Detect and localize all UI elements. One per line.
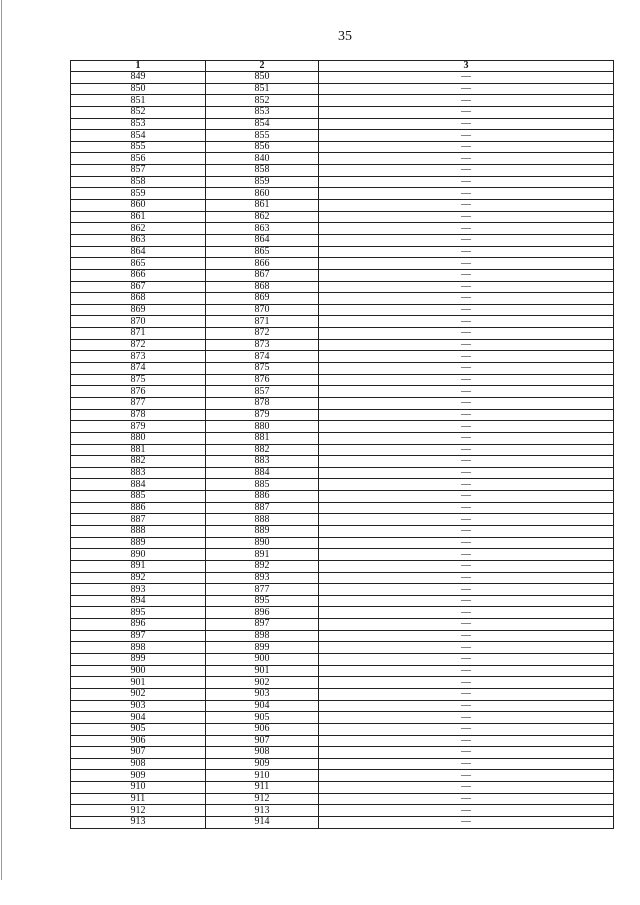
- table-row: [71, 688, 614, 700]
- table-row: [71, 421, 614, 433]
- table-cell-col-2: 913: [206, 805, 319, 817]
- table-cell-col-2: 908: [206, 747, 319, 759]
- table-row: [71, 456, 614, 468]
- table-cell-col-3: —: [319, 525, 614, 537]
- table-row: [71, 72, 614, 84]
- table-cell-col-3: —: [319, 409, 614, 421]
- table-cell-col-2: 895: [206, 595, 319, 607]
- table-cell-col-1: 868: [71, 293, 206, 305]
- table-cell-col-3: —: [319, 421, 614, 433]
- table-cell-col-3: —: [319, 339, 614, 351]
- table-cell-col-1: 912: [71, 805, 206, 817]
- table-row: [71, 607, 614, 619]
- table-cell-col-2: 914: [206, 817, 319, 829]
- table-cell-col-3: —: [319, 467, 614, 479]
- table-cell-col-3: —: [319, 281, 614, 293]
- table-cell-col-3: —: [319, 95, 614, 107]
- table-cell-col-3: —: [319, 246, 614, 258]
- table-row: [71, 630, 614, 642]
- table-cell-col-1: 903: [71, 700, 206, 712]
- table-cell-col-1: 887: [71, 514, 206, 526]
- table-row: [71, 479, 614, 491]
- table-cell-col-1: 876: [71, 386, 206, 398]
- table-cell-col-2: 877: [206, 584, 319, 596]
- table-cell-col-3: —: [319, 654, 614, 666]
- table-cell-col-3: —: [319, 130, 614, 142]
- table-cell-col-3: —: [319, 747, 614, 759]
- table-row: [71, 770, 614, 782]
- table-cell-col-2: 889: [206, 525, 319, 537]
- table-cell-col-1: 907: [71, 747, 206, 759]
- table-cell-col-1: 875: [71, 374, 206, 386]
- table-cell-col-3: —: [319, 153, 614, 165]
- table-cell-col-3: —: [319, 817, 614, 829]
- table-cell-col-3: —: [319, 688, 614, 700]
- table-row: [71, 537, 614, 549]
- table-cell-col-2: 860: [206, 188, 319, 200]
- table-row: [71, 584, 614, 596]
- table-cell-col-3: —: [319, 363, 614, 375]
- table-row: [71, 246, 614, 258]
- table-cell-col-1: 849: [71, 72, 206, 84]
- table-cell-col-1: 873: [71, 351, 206, 363]
- data-table: [70, 60, 614, 829]
- table-cell-col-3: —: [319, 293, 614, 305]
- table-cell-col-1: 889: [71, 537, 206, 549]
- table-row: [71, 293, 614, 305]
- header-row: [71, 61, 614, 72]
- table-cell-col-3: —: [319, 141, 614, 153]
- table-cell-col-2: 854: [206, 118, 319, 130]
- table-cell-col-1: 905: [71, 723, 206, 735]
- table-cell-col-1: 870: [71, 316, 206, 328]
- table-cell-col-1: 882: [71, 456, 206, 468]
- table-cell-col-2: 840: [206, 153, 319, 165]
- table-cell-col-3: —: [319, 770, 614, 782]
- table-row: [71, 223, 614, 235]
- table-cell-col-3: —: [319, 723, 614, 735]
- table-cell-col-2: 874: [206, 351, 319, 363]
- table-row: [71, 642, 614, 654]
- table-cell-col-3: —: [319, 200, 614, 212]
- table-cell-col-3: —: [319, 572, 614, 584]
- table-row: [71, 316, 614, 328]
- table-cell-col-3: —: [319, 176, 614, 188]
- table-cell-col-2: 869: [206, 293, 319, 305]
- table-cell-col-1: 859: [71, 188, 206, 200]
- table-row: [71, 491, 614, 503]
- table-row: [71, 386, 614, 398]
- table-row: [71, 328, 614, 340]
- table-cell-col-2: 904: [206, 700, 319, 712]
- table-cell-col-1: 883: [71, 467, 206, 479]
- table-cell-col-2: 880: [206, 421, 319, 433]
- table-cell-col-2: 898: [206, 630, 319, 642]
- table-row: [71, 397, 614, 409]
- table-row: [71, 700, 614, 712]
- table-cell-col-3: —: [319, 118, 614, 130]
- table-cell-col-3: —: [319, 502, 614, 514]
- table-cell-col-3: —: [319, 595, 614, 607]
- table-cell-col-1: 886: [71, 502, 206, 514]
- table-cell-col-2: 857: [206, 386, 319, 398]
- header-col-2: 2: [206, 61, 319, 72]
- table-row: [71, 595, 614, 607]
- table-cell-col-2: 888: [206, 514, 319, 526]
- table-row: [71, 83, 614, 95]
- table-cell-col-2: 890: [206, 537, 319, 549]
- table-cell-col-3: —: [319, 386, 614, 398]
- scan-edge-line: [1, 0, 2, 880]
- table-cell-col-1: 865: [71, 258, 206, 270]
- table-cell-col-2: 912: [206, 793, 319, 805]
- table-cell-col-1: 891: [71, 560, 206, 572]
- table-cell-col-2: 871: [206, 316, 319, 328]
- table-cell-col-2: 868: [206, 281, 319, 293]
- table-row: [71, 200, 614, 212]
- table-cell-col-1: 862: [71, 223, 206, 235]
- table-row: [71, 654, 614, 666]
- table-cell-col-2: 858: [206, 165, 319, 177]
- table-cell-col-1: 910: [71, 782, 206, 794]
- table-cell-col-1: 909: [71, 770, 206, 782]
- table-cell-col-2: 905: [206, 712, 319, 724]
- table-row: [71, 211, 614, 223]
- table-cell-col-2: 856: [206, 141, 319, 153]
- table-cell-col-3: —: [319, 456, 614, 468]
- table-cell-col-2: 852: [206, 95, 319, 107]
- table-cell-col-3: —: [319, 514, 614, 526]
- table-cell-col-2: 867: [206, 269, 319, 281]
- table-cell-col-1: 879: [71, 421, 206, 433]
- table-cell-col-1: 872: [71, 339, 206, 351]
- table-cell-col-2: 863: [206, 223, 319, 235]
- table-cell-col-2: 853: [206, 106, 319, 118]
- table-row: [71, 817, 614, 829]
- table-cell-col-1: 896: [71, 619, 206, 631]
- table-cell-col-2: 903: [206, 688, 319, 700]
- table-row: [71, 409, 614, 421]
- table-row: [71, 525, 614, 537]
- table-cell-col-3: —: [319, 188, 614, 200]
- table-cell-col-2: 887: [206, 502, 319, 514]
- table-cell-col-3: —: [319, 665, 614, 677]
- table-row: [71, 723, 614, 735]
- table-cell-col-3: —: [319, 211, 614, 223]
- table-row: [71, 432, 614, 444]
- table-cell-col-1: 850: [71, 83, 206, 95]
- header-col-3: 3: [319, 61, 614, 72]
- table-row: [71, 153, 614, 165]
- table-cell-col-3: —: [319, 712, 614, 724]
- table-cell-col-2: 862: [206, 211, 319, 223]
- table-cell-col-3: —: [319, 491, 614, 503]
- table-cell-col-2: 885: [206, 479, 319, 491]
- table-row: [71, 782, 614, 794]
- table-cell-col-3: —: [319, 234, 614, 246]
- table-cell-col-3: —: [319, 782, 614, 794]
- table-cell-col-1: 869: [71, 304, 206, 316]
- table-cell-col-3: —: [319, 607, 614, 619]
- table-cell-col-1: 902: [71, 688, 206, 700]
- table-cell-col-2: 886: [206, 491, 319, 503]
- table-row: [71, 747, 614, 759]
- table-cell-col-1: 885: [71, 491, 206, 503]
- table-cell-col-2: 906: [206, 723, 319, 735]
- table-cell-col-1: 878: [71, 409, 206, 421]
- table-cell-col-3: —: [319, 432, 614, 444]
- table-row: [71, 176, 614, 188]
- table-cell-col-3: —: [319, 793, 614, 805]
- table-row: [71, 735, 614, 747]
- table-row: [71, 95, 614, 107]
- table-row: [71, 130, 614, 142]
- table-cell-col-3: —: [319, 619, 614, 631]
- table-row: [71, 444, 614, 456]
- table-row: [71, 269, 614, 281]
- table-row: [71, 363, 614, 375]
- table-cell-col-3: —: [319, 479, 614, 491]
- table-cell-col-3: —: [319, 642, 614, 654]
- table-cell-col-2: 878: [206, 397, 319, 409]
- table-cell-col-1: 895: [71, 607, 206, 619]
- table-row: [71, 118, 614, 130]
- table-row: [71, 351, 614, 363]
- table-header: [71, 61, 614, 72]
- table-row: [71, 234, 614, 246]
- table-cell-col-1: 854: [71, 130, 206, 142]
- table-cell-col-1: 894: [71, 595, 206, 607]
- table-cell-col-2: 855: [206, 130, 319, 142]
- table-cell-col-3: —: [319, 700, 614, 712]
- table-cell-col-2: 864: [206, 234, 319, 246]
- table-cell-col-2: 873: [206, 339, 319, 351]
- table-cell-col-3: —: [319, 374, 614, 386]
- table-row: [71, 467, 614, 479]
- table-cell-col-3: —: [319, 269, 614, 281]
- table-cell-col-1: 898: [71, 642, 206, 654]
- table-cell-col-3: —: [319, 165, 614, 177]
- table-cell-col-3: —: [319, 316, 614, 328]
- table-cell-col-3: —: [319, 758, 614, 770]
- table-cell-col-3: —: [319, 584, 614, 596]
- table-row: [71, 712, 614, 724]
- table-cell-col-3: —: [319, 677, 614, 689]
- table-cell-col-2: 896: [206, 607, 319, 619]
- table-row: [71, 339, 614, 351]
- table-cell-col-2: 850: [206, 72, 319, 84]
- table-row: [71, 502, 614, 514]
- table-row: [71, 514, 614, 526]
- table-cell-col-2: 899: [206, 642, 319, 654]
- table-row: [71, 793, 614, 805]
- table-cell-col-1: 855: [71, 141, 206, 153]
- table-cell-col-2: 910: [206, 770, 319, 782]
- table-row: [71, 619, 614, 631]
- table-cell-col-1: 890: [71, 549, 206, 561]
- table-cell-col-2: 882: [206, 444, 319, 456]
- table-cell-col-3: —: [319, 444, 614, 456]
- table-cell-col-1: 897: [71, 630, 206, 642]
- table-cell-col-3: —: [319, 258, 614, 270]
- table-cell-col-2: 865: [206, 246, 319, 258]
- table-cell-col-1: 861: [71, 211, 206, 223]
- table-cell-col-2: 870: [206, 304, 319, 316]
- table-cell-col-3: —: [319, 537, 614, 549]
- table-cell-col-2: 909: [206, 758, 319, 770]
- table-cell-col-1: 899: [71, 654, 206, 666]
- page-number: 35: [338, 29, 352, 44]
- table-cell-col-3: —: [319, 328, 614, 340]
- table-cell-col-1: 877: [71, 397, 206, 409]
- table-row: [71, 258, 614, 270]
- table-cell-col-1: 901: [71, 677, 206, 689]
- table-cell-col-1: 904: [71, 712, 206, 724]
- table-cell-col-1: 913: [71, 817, 206, 829]
- table-cell-col-1: 864: [71, 246, 206, 258]
- table-cell-col-3: —: [319, 560, 614, 572]
- table-cell-col-2: 893: [206, 572, 319, 584]
- table-cell-col-1: 911: [71, 793, 206, 805]
- table-cell-col-2: 891: [206, 549, 319, 561]
- table-cell-col-2: 881: [206, 432, 319, 444]
- table-row: [71, 165, 614, 177]
- table-row: [71, 805, 614, 817]
- table-cell-col-1: 871: [71, 328, 206, 340]
- header-col-1: 1: [71, 61, 206, 72]
- table-row: [71, 304, 614, 316]
- table-row: [71, 106, 614, 118]
- table-row: [71, 188, 614, 200]
- table-cell-col-1: 867: [71, 281, 206, 293]
- table-cell-col-3: —: [319, 106, 614, 118]
- table-cell-col-3: —: [319, 351, 614, 363]
- table-cell-col-3: —: [319, 735, 614, 747]
- table-cell-col-2: 859: [206, 176, 319, 188]
- table-cell-col-1: 888: [71, 525, 206, 537]
- table-cell-col-1: 863: [71, 234, 206, 246]
- table-row: [71, 141, 614, 153]
- table-cell-col-1: 851: [71, 95, 206, 107]
- table-cell-col-2: 872: [206, 328, 319, 340]
- table-row: [71, 560, 614, 572]
- table-cell-col-1: 866: [71, 269, 206, 281]
- table-cell-col-2: 900: [206, 654, 319, 666]
- table-row: [71, 665, 614, 677]
- table-cell-col-3: —: [319, 223, 614, 235]
- table-row: [71, 549, 614, 561]
- table-cell-col-1: 852: [71, 106, 206, 118]
- table-cell-col-2: 901: [206, 665, 319, 677]
- table-cell-col-2: 879: [206, 409, 319, 421]
- table-cell-col-3: —: [319, 397, 614, 409]
- table-cell-col-1: 893: [71, 584, 206, 596]
- table-cell-col-1: 908: [71, 758, 206, 770]
- table-cell-col-2: 884: [206, 467, 319, 479]
- table-row: [71, 374, 614, 386]
- table-cell-col-3: —: [319, 83, 614, 95]
- table-cell-col-1: 884: [71, 479, 206, 491]
- table-cell-col-2: 911: [206, 782, 319, 794]
- table-cell-col-2: 892: [206, 560, 319, 572]
- table-cell-col-2: 866: [206, 258, 319, 270]
- table-cell-col-2: 907: [206, 735, 319, 747]
- table-cell-col-1: 858: [71, 176, 206, 188]
- table-cell-col-3: —: [319, 304, 614, 316]
- table-cell-col-2: 875: [206, 363, 319, 375]
- table-cell-col-1: 860: [71, 200, 206, 212]
- table-cell-col-1: 880: [71, 432, 206, 444]
- table-cell-col-1: 856: [71, 153, 206, 165]
- table-cell-col-2: 861: [206, 200, 319, 212]
- table-cell-col-2: 883: [206, 456, 319, 468]
- table-row: [71, 281, 614, 293]
- table-cell-col-3: —: [319, 549, 614, 561]
- table-cell-col-1: 900: [71, 665, 206, 677]
- table-cell-col-3: —: [319, 630, 614, 642]
- table-cell-col-1: 881: [71, 444, 206, 456]
- table-cell-col-1: 906: [71, 735, 206, 747]
- table-cell-col-1: 857: [71, 165, 206, 177]
- table-cell-col-2: 851: [206, 83, 319, 95]
- table-cell-col-2: 902: [206, 677, 319, 689]
- table-body: [71, 72, 614, 829]
- table-cell-col-2: 897: [206, 619, 319, 631]
- table-cell-col-3: —: [319, 805, 614, 817]
- table-row: [71, 572, 614, 584]
- table-cell-col-3: —: [319, 72, 614, 84]
- table-cell-col-1: 874: [71, 363, 206, 375]
- table-cell-col-1: 892: [71, 572, 206, 584]
- table-row: [71, 677, 614, 689]
- table-cell-col-1: 853: [71, 118, 206, 130]
- table-cell-col-2: 876: [206, 374, 319, 386]
- table-row: [71, 758, 614, 770]
